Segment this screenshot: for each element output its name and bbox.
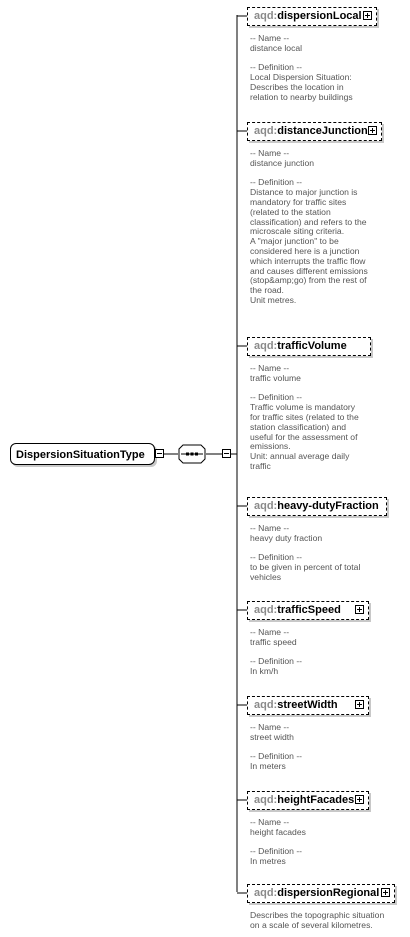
namespace-prefix: aqd: xyxy=(254,604,278,616)
element-name: heavy-dutyFraction xyxy=(277,500,379,512)
sequence-compositor-icon[interactable] xyxy=(178,444,206,464)
element-name: heightFacades xyxy=(277,794,355,806)
element-documentation: -- Name -- heavy duty fraction -- Definition -- to be given in percent of total vehicles xyxy=(250,523,361,582)
namespace-prefix: aqd: xyxy=(254,699,278,711)
element-documentation: -- Name -- street width -- Definition -- In meters xyxy=(250,722,303,772)
element-name: dispersionRegional xyxy=(277,887,380,899)
namespace-prefix: aqd: xyxy=(254,887,278,899)
plus-expander-icon[interactable] xyxy=(381,888,390,897)
element-name: trafficVolume xyxy=(277,340,347,352)
element-documentation: Describes the topographic situation on a scale of several kilometres. xyxy=(250,910,385,930)
minus-expander-icon[interactable] xyxy=(155,449,164,458)
namespace-prefix: aqd: xyxy=(254,500,278,512)
plus-expander-icon[interactable] xyxy=(355,700,364,709)
element-trafficVolume[interactable] xyxy=(247,337,371,356)
element-name: dispersionLocal xyxy=(277,10,362,22)
element-documentation: -- Name -- traffic volume -- Definition -- Traffic volume is mandatory for traffic sites (related to the station classification) and useful for the assessment of emissions. Unit: annual average daily traffic xyxy=(250,363,359,471)
element-documentation: -- Name -- distance local -- Definition -- Local Dispersion Situation: Describes the location in relation to nearby buildings xyxy=(250,33,353,102)
element-name: trafficSpeed xyxy=(277,604,341,616)
minus-expander-icon[interactable] xyxy=(222,449,231,458)
element-heavy-dutyFraction[interactable] xyxy=(247,497,387,516)
element-streetWidth[interactable] xyxy=(247,696,369,715)
element-documentation: -- Name -- height facades -- Definition -- In metres xyxy=(250,817,306,867)
element-name: distanceJunction xyxy=(277,125,368,137)
plus-expander-icon[interactable] xyxy=(368,126,377,135)
element-documentation: -- Name -- traffic speed -- Definition -- In km/h xyxy=(250,627,303,677)
element-name: streetWidth xyxy=(277,699,338,711)
plus-expander-icon[interactable] xyxy=(355,795,364,804)
plus-expander-icon[interactable] xyxy=(355,605,364,614)
element-trafficSpeed[interactable] xyxy=(247,601,369,620)
plus-expander-icon[interactable] xyxy=(363,11,372,20)
element-dispersionLocal[interactable] xyxy=(247,7,377,26)
element-documentation: -- Name -- distance junction -- Definition -- Distance to major junction is mandatory for traffic sites (related to the station classification) and refers to the microscale siting criteria. A "major junction" to be considered here is a junction which interrupts the traffic flow and causes different emissions (stop&amp;go) from the rest of the road. Unit metres. xyxy=(250,148,368,305)
namespace-prefix: aqd: xyxy=(254,794,278,806)
element-distanceJunction[interactable] xyxy=(247,122,382,141)
element-heightFacades[interactable] xyxy=(247,791,369,810)
element-dispersionRegional[interactable] xyxy=(247,884,395,903)
namespace-prefix: aqd: xyxy=(254,340,278,352)
dispersion-situation-type-box[interactable] xyxy=(10,443,155,465)
root-type-label: DispersionSituationType xyxy=(16,449,145,461)
namespace-prefix: aqd: xyxy=(254,125,278,137)
namespace-prefix: aqd: xyxy=(254,10,278,22)
